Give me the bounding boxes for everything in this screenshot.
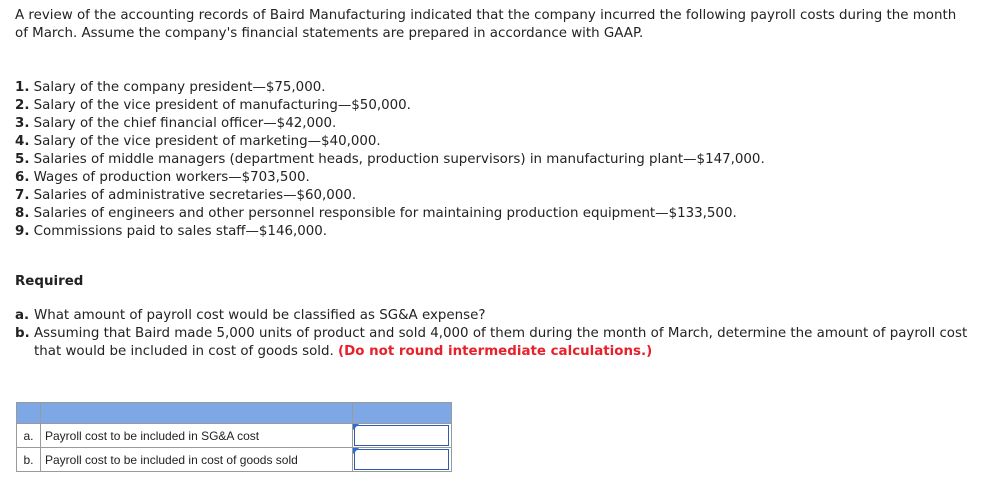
answer-cell bbox=[353, 448, 452, 472]
item-text: Salary of the chief financial officer—$42,000. bbox=[33, 116, 337, 131]
list-item bbox=[15, 115, 955, 133]
list-item bbox=[15, 187, 955, 205]
row-letter: b. bbox=[17, 448, 41, 472]
list-item bbox=[15, 223, 955, 241]
table-row bbox=[17, 448, 452, 472]
list-item bbox=[15, 97, 955, 115]
question-letter: b. bbox=[15, 326, 30, 341]
cogs-cost-input[interactable] bbox=[354, 449, 449, 470]
item-number: 1. bbox=[15, 80, 30, 95]
question-b bbox=[15, 325, 975, 361]
item-text: Salaries of engineers and other personnel responsible for maintaining production equipment—$133,500. bbox=[33, 206, 737, 221]
answer-table-header bbox=[17, 403, 452, 424]
item-number: 3. bbox=[15, 116, 30, 131]
question-letter: a. bbox=[15, 308, 30, 323]
header-cell bbox=[41, 403, 353, 424]
row-label: Payroll cost to be included in cost of goods sold bbox=[41, 448, 353, 472]
item-number: 7. bbox=[15, 188, 30, 203]
item-number: 9. bbox=[15, 224, 30, 239]
question-text: Assuming that Baird made 5,000 units of product and sold 4,000 of them during the month of March, determine the amount of payroll cost that would be included in cost of goods sold. bbox=[34, 326, 968, 359]
item-text: Salary of the vice president of manufacturing—$50,000. bbox=[33, 98, 411, 113]
item-text: Wages of production workers—$703,500. bbox=[33, 170, 310, 185]
question-note: (Do not round intermediate calculations.) bbox=[338, 344, 653, 359]
list-item bbox=[15, 133, 955, 151]
list-item bbox=[15, 79, 955, 97]
required-heading: Required bbox=[15, 274, 84, 289]
item-text: Commissions paid to sales staff—$146,000. bbox=[33, 224, 328, 239]
item-number: 4. bbox=[15, 134, 30, 149]
question-list bbox=[15, 307, 975, 361]
payroll-cost-list bbox=[15, 79, 955, 241]
list-item bbox=[15, 151, 955, 169]
item-text: Salaries of administrative secretaries—$60,000. bbox=[33, 188, 357, 203]
answer-table bbox=[16, 402, 452, 472]
item-text: Salary of the vice president of marketing—$40,000. bbox=[33, 134, 381, 149]
list-item bbox=[15, 169, 955, 187]
item-number: 6. bbox=[15, 170, 30, 185]
header-cell bbox=[17, 403, 41, 424]
row-letter: a. bbox=[17, 424, 41, 448]
item-number: 2. bbox=[15, 98, 30, 113]
item-text: Salary of the company president—$75,000. bbox=[33, 80, 326, 95]
answer-cell bbox=[353, 424, 452, 448]
question-text: What amount of payroll cost would be classified as SG&A expense? bbox=[34, 308, 486, 323]
question-a bbox=[15, 307, 975, 325]
item-number: 8. bbox=[15, 206, 30, 221]
problem-intro: A review of the accounting records of Baird Manufacturing indicated that the company incurred the following payroll costs during the month of March. Assume the company's financial statements are prepared in accordance with GAAP. bbox=[15, 8, 957, 41]
list-item bbox=[15, 205, 955, 223]
input-flag-icon bbox=[353, 424, 359, 430]
sga-cost-input[interactable] bbox=[354, 425, 449, 446]
table-row bbox=[17, 424, 452, 448]
row-label: Payroll cost to be included in SG&A cost bbox=[41, 424, 353, 448]
item-number: 5. bbox=[15, 152, 30, 167]
input-flag-icon bbox=[353, 448, 359, 454]
item-text: Salaries of middle managers (department heads, production supervisors) in manufacturing plant—$147,000. bbox=[33, 152, 765, 167]
header-cell bbox=[353, 403, 452, 424]
